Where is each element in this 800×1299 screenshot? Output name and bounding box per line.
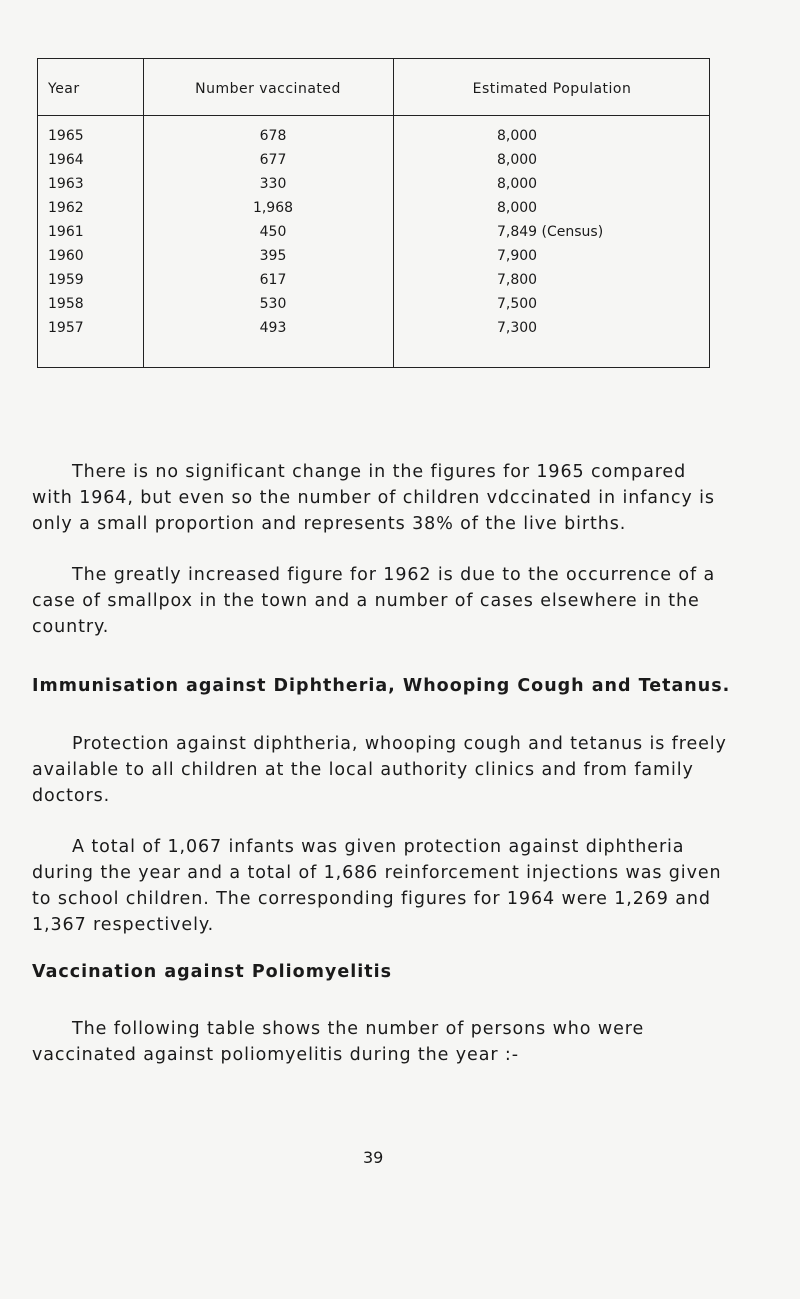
cell-population: 7,800 <box>497 272 538 288</box>
cell-population: 7,900 <box>497 248 538 264</box>
heading-immunisation: Immunisation against Diphtheria, Whooping Cough and Tetanus. <box>32 676 731 696</box>
page-number: 39 <box>363 1148 384 1167</box>
cell-number: 493 <box>259 320 287 336</box>
cell-number: 395 <box>259 248 287 264</box>
table-row <box>38 176 709 200</box>
cell-population: 8,000 <box>497 200 538 216</box>
paragraph-protection: Protection against diphtheria, whooping cough and tetanus is freely available to all children at the local authority clinics and from family doctors. <box>32 734 727 806</box>
table-row <box>38 200 709 224</box>
cell-number: 617 <box>259 272 287 288</box>
cell-population: 8,000 <box>497 176 538 192</box>
cell-year: 1963 <box>48 176 84 192</box>
heading-poliomyelitis: Vaccination against Poliomyelitis <box>32 962 392 982</box>
cell-population: 7,500 <box>497 296 538 312</box>
cell-number: 450 <box>259 224 287 240</box>
cell-population: 8,000 <box>497 152 538 168</box>
cell-number: 530 <box>259 296 287 312</box>
paragraph-totals: A total of 1,067 infants was given protection against diphtheria during the year and a total of 1,686 reinforcement injections was given to school children. The corresponding figures for 1964 were 1,269 and 1,367 respectively. <box>32 837 722 935</box>
paragraph-vaccination-comment: There is no significant change in the figures for 1965 compared with 1964, but even so the number of children vdccinated in infancy is only a small proportion and represents 38% of the live births. <box>32 462 715 534</box>
cell-year: 1957 <box>48 320 84 336</box>
cell-number: 330 <box>259 176 287 192</box>
table-row <box>38 248 709 272</box>
header-estimated-population: Estimated Population <box>472 81 632 97</box>
table-row <box>38 296 709 320</box>
table-row <box>38 272 709 296</box>
header-divider <box>38 115 709 116</box>
paragraph-polio-table-intro: The following table shows the number of persons who were vaccinated against poliomyelitis during the year :- <box>32 1019 645 1065</box>
cell-year: 1962 <box>48 200 84 216</box>
cell-year: 1959 <box>48 272 84 288</box>
vaccination-table <box>37 58 710 368</box>
cell-year: 1960 <box>48 248 84 264</box>
table-row <box>38 152 709 176</box>
cell-year: 1958 <box>48 296 84 312</box>
header-number-vaccinated: Number vaccinated <box>195 81 341 97</box>
cell-population: 7,300 <box>497 320 538 336</box>
cell-number: 677 <box>259 152 287 168</box>
table-row <box>38 320 709 344</box>
table-row <box>38 224 709 248</box>
cell-year: 1961 <box>48 224 84 240</box>
cell-number: 1,968 <box>252 200 294 216</box>
table-row <box>38 128 709 152</box>
cell-year: 1965 <box>48 128 84 144</box>
cell-population: 7,849 (Census) <box>497 224 604 240</box>
cell-number: 678 <box>259 128 287 144</box>
cell-year: 1964 <box>48 152 84 168</box>
cell-population: 8,000 <box>497 128 538 144</box>
paragraph-smallpox-note: The greatly increased figure for 1962 is due to the occurrence of a case of smallpox in the town and a number of cases elsewhere in the country. <box>32 565 716 637</box>
header-year: Year <box>48 81 80 97</box>
